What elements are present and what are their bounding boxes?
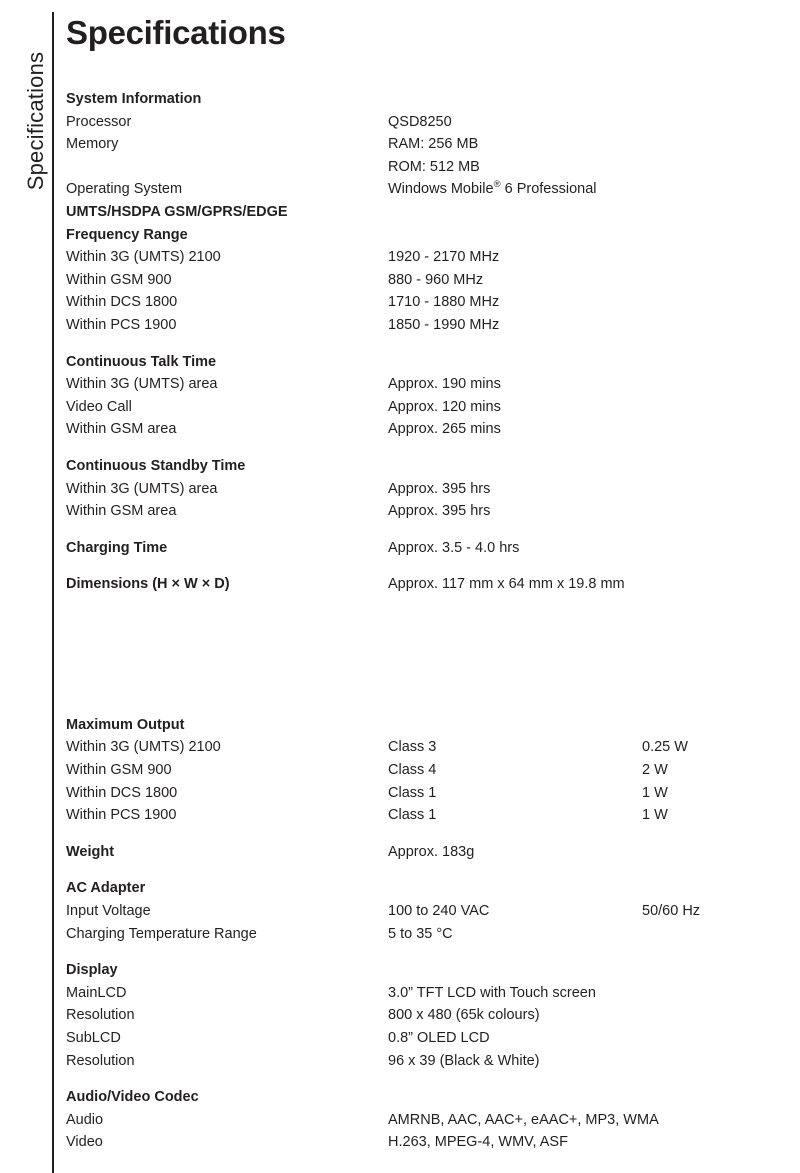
spec-row xyxy=(66,156,800,179)
spec-value: Approx. 190 mins xyxy=(388,376,501,393)
spec-row xyxy=(66,111,800,134)
spec-value: 5 to 35 °C xyxy=(388,925,453,942)
spec-value: 3.0” TFT LCD with Touch screen xyxy=(388,984,596,1001)
section-spacer xyxy=(66,337,800,351)
spec-row xyxy=(66,736,800,759)
spec-label: Within GSM 900 xyxy=(66,762,172,779)
page-title: Specifications xyxy=(66,14,286,51)
spec-row xyxy=(66,178,800,201)
spec-power: 1 W xyxy=(642,807,668,824)
spec-value: 880 - 960 MHz xyxy=(388,271,484,288)
section-ac-adapter xyxy=(66,877,800,945)
spec-power: 1 W xyxy=(642,784,668,801)
spec-row xyxy=(66,1050,800,1073)
spec-label: Charging Time xyxy=(66,539,168,556)
registered-trademark-icon: ® xyxy=(493,179,501,191)
spec-label: Within PCS 1900 xyxy=(66,807,177,824)
spec-value: Approx. 183g xyxy=(388,843,475,860)
spec-label: Processor xyxy=(66,113,132,130)
spec-value: Approx. 117 mm x 64 mm x 19.8 mm xyxy=(388,576,625,593)
spec-value: 1710 - 1880 MHz xyxy=(388,294,500,311)
section-display xyxy=(66,959,800,1072)
section-spacer xyxy=(66,441,800,455)
section-spacer xyxy=(66,827,800,841)
spec-class: Class 1 xyxy=(388,784,437,801)
spec-row xyxy=(66,500,800,523)
spec-row xyxy=(66,573,800,596)
spec-value: QSD8250 xyxy=(388,113,452,130)
spec-class: Class 1 xyxy=(388,807,437,824)
page-content xyxy=(66,0,800,1173)
spec-row xyxy=(66,982,800,1005)
spec-label: Weight xyxy=(66,843,115,860)
spec-row xyxy=(66,291,800,314)
spec-label: Within 3G (UMTS) 2100 xyxy=(66,249,221,266)
spec-value: 800 x 480 (65k colours) xyxy=(388,1007,540,1024)
spec-value: Approx. 120 mins xyxy=(388,398,501,415)
section-heading: Display xyxy=(66,962,118,979)
section-heading: Continuous Standby Time xyxy=(66,457,246,474)
spec-label: Input Voltage xyxy=(66,903,151,920)
spec-label: Dimensions (H × W × D) xyxy=(66,576,230,593)
section-heading: Audio/Video Codec xyxy=(66,1089,199,1106)
os-name: Windows Mobile xyxy=(388,181,494,198)
section-spacer xyxy=(66,559,800,573)
spec-label: Within PCS 1900 xyxy=(66,316,177,333)
specifications-list xyxy=(66,88,800,1154)
spec-class: Class 4 xyxy=(388,762,437,779)
spec-class: Class 3 xyxy=(388,739,437,756)
spec-value: H.263, MPEG-4, WMV, ASF xyxy=(388,1134,568,1151)
spec-value xyxy=(388,178,597,201)
spec-row xyxy=(66,133,800,156)
spec-row xyxy=(66,1131,800,1154)
section-maximum-output xyxy=(66,714,800,827)
section-spacer xyxy=(66,1072,800,1086)
spec-label: Within GSM area xyxy=(66,421,177,438)
spec-value: AMRNB, AAC, AAC+, eAAC+, MP3, WMA xyxy=(388,1111,659,1128)
spec-row xyxy=(66,478,800,501)
spec-value: 1920 - 2170 MHz xyxy=(388,249,500,266)
section-audio-video-codec xyxy=(66,1086,800,1154)
spec-row xyxy=(66,246,800,269)
side-tab-label: Specifications xyxy=(23,51,48,191)
spec-row xyxy=(66,1004,800,1027)
spec-power: 0.25 W xyxy=(642,739,688,756)
spec-row xyxy=(66,782,800,805)
spec-value: 1850 - 1990 MHz xyxy=(388,316,500,333)
spec-row xyxy=(66,269,800,292)
spec-label: Within DCS 1800 xyxy=(66,784,178,801)
spec-label: Within GSM 900 xyxy=(66,271,172,288)
spec-label: Within 3G (UMTS) 2100 xyxy=(66,739,221,756)
spec-label: Within DCS 1800 xyxy=(66,294,178,311)
spec-value: Approx. 395 hrs xyxy=(388,503,491,520)
spec-value: Approx. 3.5 - 4.0 hrs xyxy=(388,539,520,556)
spec-label: MainLCD xyxy=(66,984,127,1001)
section-continuous-standby-time xyxy=(66,455,800,523)
spec-label: Audio xyxy=(66,1111,104,1128)
vertical-divider-rule xyxy=(52,12,54,1173)
spec-row xyxy=(66,841,800,864)
os-version: 6 Professional xyxy=(500,181,597,198)
spec-value: 100 to 240 VAC xyxy=(388,903,490,920)
section-frequency-range xyxy=(66,201,800,337)
spec-row xyxy=(66,373,800,396)
section-heading: AC Adapter xyxy=(66,880,146,897)
side-tab xyxy=(0,0,52,240)
spec-label: Within 3G (UMTS) area xyxy=(66,376,218,393)
spec-frequency: 50/60 Hz xyxy=(642,903,701,920)
section-heading: Continuous Talk Time xyxy=(66,353,217,370)
spec-row xyxy=(66,900,800,923)
spec-label: Memory xyxy=(66,136,119,153)
spec-row xyxy=(66,418,800,441)
page-block-spacer xyxy=(66,596,800,714)
spec-value: Approx. 265 mins xyxy=(388,421,501,438)
spec-value: RAM: 256 MB xyxy=(388,136,479,153)
spec-power: 2 W xyxy=(642,762,668,779)
spec-row xyxy=(66,804,800,827)
spec-label: Charging Temperature Range xyxy=(66,925,257,942)
spec-value: Approx. 395 hrs xyxy=(388,480,491,497)
spec-label: Resolution xyxy=(66,1052,135,1069)
spec-label: Within 3G (UMTS) area xyxy=(66,480,218,497)
spec-row xyxy=(66,759,800,782)
spec-label: Operating System xyxy=(66,181,183,198)
section-continuous-talk-time xyxy=(66,351,800,441)
section-charging-time xyxy=(66,537,800,560)
spec-value: 0.8” OLED LCD xyxy=(388,1030,490,1046)
section-spacer xyxy=(66,863,800,877)
spec-row xyxy=(66,1109,800,1132)
spec-row xyxy=(66,314,800,337)
spec-label: Video Call xyxy=(66,398,132,415)
section-weight xyxy=(66,841,800,864)
section-spacer xyxy=(66,523,800,537)
spec-row xyxy=(66,537,800,560)
section-dimensions xyxy=(66,573,800,596)
spec-label: Video xyxy=(66,1134,103,1151)
spec-value: ROM: 512 MB xyxy=(388,158,480,175)
section-heading: System Information xyxy=(66,91,202,107)
section-heading-line-1: UMTS/HSDPA GSM/GPRS/EDGE xyxy=(66,203,288,220)
spec-label: SubLCD xyxy=(66,1030,121,1046)
section-heading: Maximum Output xyxy=(66,716,185,733)
section-system-information xyxy=(66,88,800,201)
spec-row xyxy=(66,1027,800,1050)
spec-label: Within GSM area xyxy=(66,503,177,520)
spec-row xyxy=(66,923,800,946)
section-heading-line-2: Frequency Range xyxy=(66,226,188,243)
spec-value: 96 x 39 (Black & White) xyxy=(388,1052,540,1069)
spec-row xyxy=(66,396,800,419)
section-spacer xyxy=(66,945,800,959)
spec-label: Resolution xyxy=(66,1007,135,1024)
